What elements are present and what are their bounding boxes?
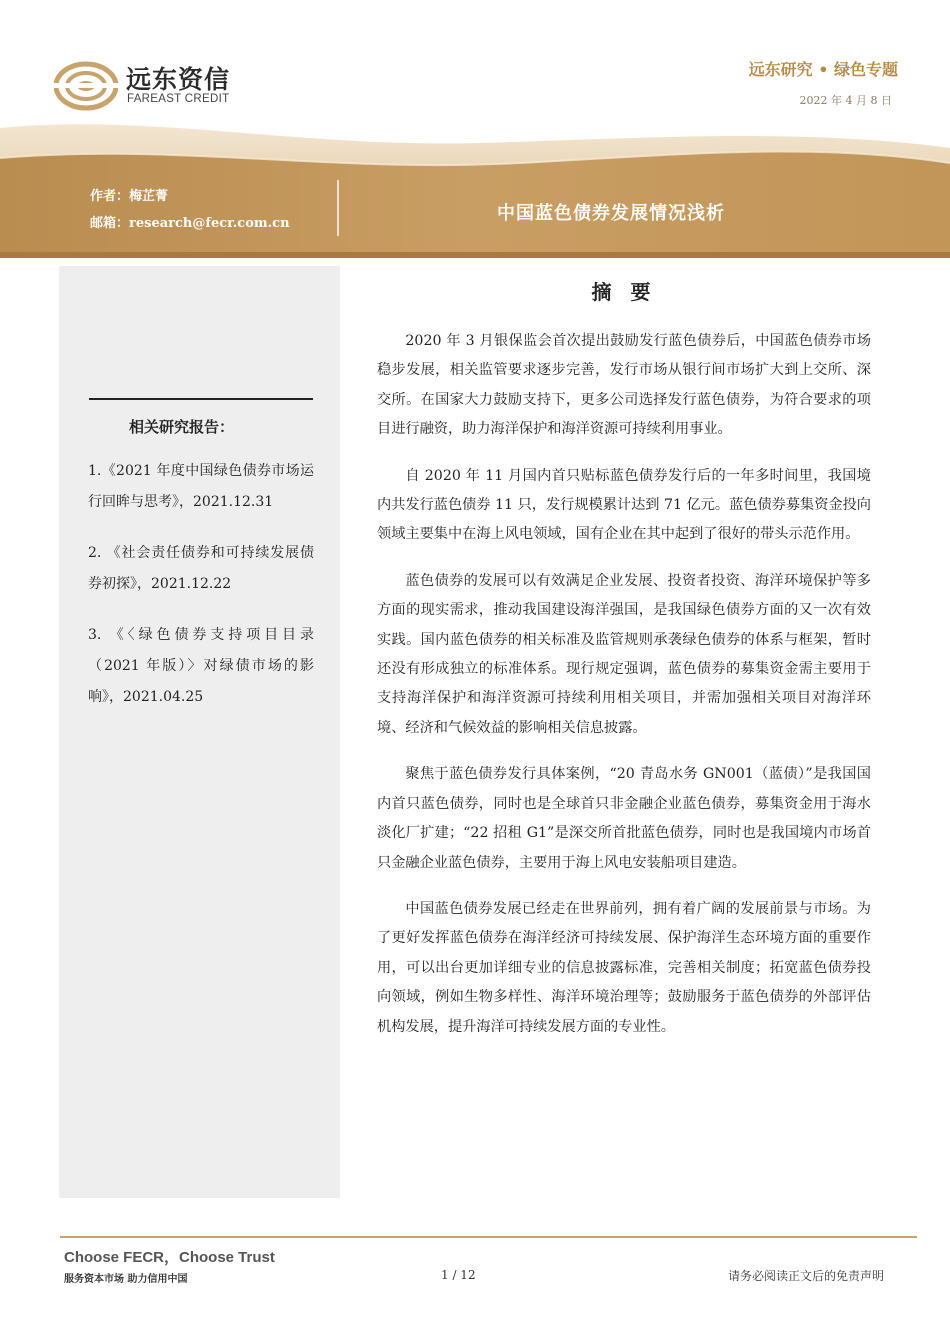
company-logo: [54, 60, 244, 114]
related-report-item[interactable]: 3. 《〈绿色债券支持项目目录（2021 年版）〉对绿债市场的影响》，2021.04.25: [88, 627, 314, 705]
related-report-item[interactable]: 2. 《社会责任债券和可持续发展债券初探》，2021.12.22: [88, 545, 314, 592]
abstract-paragraph: 自 2020 年 11 月国内首只贴标蓝色债券发行后的一年多时间里，我国境内共发行蓝色债券 11 只，发行规模累计达到 71 亿元。蓝色债券募集资金投向领域主要集中在海上风电领域，国有企业在其中起到了很好的带头示范作用。: [377, 467, 871, 543]
abstract-paragraph: 蓝色债券的发展可以有效满足企业发展、投资者投资、海洋环境保护等多方面的现实需求，推动我国建设海洋强国，是我国绿色债券方面的又一次有效实践。国内蓝色债券的相关标准及监管规则承袭绿色债券的体系与框架，暂时还没有形成独立的标准体系。现行规定强调，蓝色债券的募集资金需主要用于支持海洋保护和海洋资源可持续利用相关项目，并需加强相关项目对海洋环境、经济和气候效益的影响相关信息披露。: [377, 572, 871, 736]
related-reports-list: [88, 456, 314, 733]
logo-text-cn: 远东资信: [126, 65, 231, 94]
footer-disclaimer: 请务必阅读正文后的免责声明: [727, 1269, 884, 1283]
footer-slogan-sub: 服务资本市场 助力信用中国: [64, 1274, 188, 1285]
email-link[interactable]: 邮箱：research@fecr.com.cn: [90, 216, 290, 231]
sidebar: [59, 266, 340, 1198]
footer-slogan: Choose FECR，Choose Trust: [64, 1249, 275, 1266]
logo-emblem-icon: [54, 60, 118, 112]
sidebar-rule: [89, 398, 313, 400]
footer-rule: [60, 1236, 917, 1238]
abstract-title: 摘 要: [591, 280, 657, 304]
abstract-section: [377, 276, 871, 1059]
report-title: 中国蓝色债券发展情况浅析: [497, 203, 725, 224]
author-line: 作者：梅芷菁: [90, 189, 169, 204]
page-number: 1 / 12: [441, 1268, 476, 1282]
abstract-paragraph: 2020 年 3 月银保监会首次提出鼓励发行蓝色债券后，中国蓝色债券市场稳步发展，相关监管要求逐步完善，发行市场从银行间市场扩大到上交所、深交所。在国家大力鼓励支持下，更多公司选择发行蓝色债券，为符合要求的项目进行融资，助力海洋保护和海洋资源可持续利用事业。: [377, 333, 871, 438]
banner-divider: [337, 180, 339, 236]
abstract-paragraph: 聚焦于蓝色债券发行具体案例，“20 青岛水务 GN001（蓝债）”是我国国内首只蓝色债券，同时也是全球首只非金融企业蓝色债券，募集资金用于海水淡化厂扩建；“22 招租 G1”是深交所首批蓝色债券，同时也是我国境内市场首只金融企业蓝色债券，主要用于海上风电安装船项目建造。: [377, 766, 871, 871]
related-reports-heading: 相关研究报告：: [129, 418, 235, 436]
related-report-item[interactable]: 1.《2021 年度中国绿色债券市场运行回眸与思考》，2021.12.31: [88, 463, 314, 510]
report-date: 2022 年 4 月 8 日: [799, 94, 892, 107]
report-series: 远东研究 • 绿色专题: [748, 60, 898, 79]
abstract-paragraph: 中国蓝色债券发展已经走在世界前列，拥有着广阔的发展前景与市场。为了更好发挥蓝色债券在海洋经济可持续发展、保护海洋生态环境方面的重要作用，可以出台更加详细专业的信息披露标准，完善相关制度；拓宽蓝色债券投向领域，例如生物多样性、海洋环境治理等；鼓励服务于蓝色债券的外部评估机构发展，提升海洋可持续发展方面的专业性。: [377, 900, 871, 1035]
logo-text-en: FAREAST CREDIT: [127, 93, 230, 105]
